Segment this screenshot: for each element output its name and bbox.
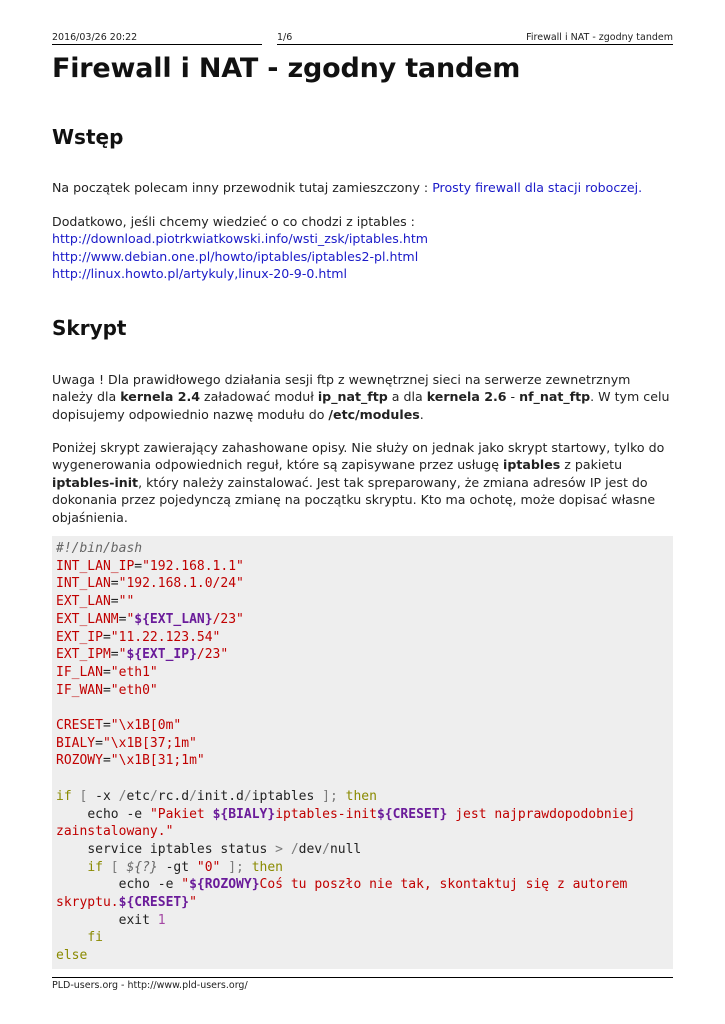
header-page-number: 1/6	[277, 32, 293, 43]
code-expansion: ${?}	[126, 859, 158, 875]
text: a dla	[387, 389, 427, 405]
code-text: service iptables status	[87, 841, 276, 857]
script-description-paragraph	[52, 439, 674, 526]
text: Uwaga ! Dla prawidłowego działania sesji ftp z wewnętrznej sieci na serwerze zewnetrznym należy dla	[52, 372, 631, 405]
code-text: exit	[118, 912, 158, 928]
code-string: "192.168.1.0/24"	[118, 576, 244, 592]
code-var-name: EXT_LANM	[56, 611, 119, 627]
text: . W tym celu dopisujemy odpowiednio nazwę modułu do	[52, 389, 670, 422]
code-string: "eth1"	[110, 664, 158, 680]
reference-link-2[interactable]: http://www.debian.one.pl/howto/iptables/iptables2-pl.html	[52, 248, 419, 264]
code-path: null	[329, 841, 362, 857]
code-expansion: ${EXT_LAN}	[134, 611, 213, 627]
code-string: /23"	[212, 611, 244, 627]
code-expansion: ${CRESET}	[118, 895, 190, 911]
code-var-name: CRESET	[56, 718, 103, 734]
bold-text: kernela 2.6	[426, 389, 507, 405]
code-string: "	[181, 877, 190, 893]
reference-link-1[interactable]: http://download.piotrkwiatkowski.info/wsti_zsk/iptables.htm	[52, 231, 429, 247]
code-var-name: IF_LAN	[56, 664, 103, 680]
code-var-name: EXT_LAN	[56, 594, 111, 610]
code-path: iptables	[251, 788, 315, 804]
code-var-name: INT_LAN	[56, 576, 111, 592]
code-string: "Pakiet	[149, 806, 213, 822]
code-keyword: then	[251, 859, 284, 875]
footer-rule	[52, 977, 673, 978]
code-string: jest najprawdopodobniej	[447, 806, 636, 822]
text: , który należy zainstalować. Jest tak spreparowany, że zmiana adresów IP jest do dokonania przez pojedynczą zmianę na początku skryptu. Kto ma ochotę, może dopisać własne objaśnienia.	[52, 474, 656, 525]
code-string: "192.168.1.1"	[142, 558, 244, 574]
header-datetime: 2016/03/26 20:22	[52, 32, 138, 43]
header-doc-title: Firewall i NAT - zgodny tandem	[526, 32, 673, 43]
code-string: "0"	[196, 859, 221, 875]
page-header	[52, 32, 673, 44]
code-expansion: ${ROZOWY}	[189, 877, 260, 893]
code-string: "\x1B[37;1m"	[102, 735, 197, 751]
text: Poniżej skrypt zawierający zahashowane opisy. Nie służy on jednak jako skrypt startowy, tylko do wygenerowania odpowiednich reguł, które są zapisywane przez usługę	[52, 440, 665, 473]
code-text: echo -e	[118, 877, 182, 893]
code-string: "\x1B[31;1m"	[110, 753, 205, 769]
intro-text: Na początek polecam inny przewodnik tutaj zamieszczony :	[52, 180, 433, 195]
bold-text: iptables	[503, 457, 561, 473]
header-rule-right	[277, 44, 673, 45]
code-text: -x	[87, 788, 119, 804]
code-var-name: IF_WAN	[56, 682, 103, 698]
code-keyword: else	[56, 948, 88, 964]
code-path: dev	[298, 841, 323, 857]
code-string: iptables-init	[275, 806, 377, 822]
code-keyword: if	[87, 859, 103, 875]
code-number: 1	[157, 912, 166, 928]
code-string: skryptu.	[56, 895, 119, 911]
code-path: etc	[126, 788, 150, 804]
page-footer: PLD-users.org - http://www.pld-users.org/	[52, 980, 248, 991]
code-string: Coś tu poszło nie tak, skontaktuj się z autorem	[259, 877, 628, 893]
code-string: "	[118, 647, 127, 663]
code-path: rc.d	[157, 788, 190, 804]
code-operator: ];	[228, 859, 244, 875]
code-operator: ];	[322, 788, 338, 804]
code-var-name: ROZOWY	[56, 753, 103, 769]
code-operator: >	[275, 841, 283, 857]
text: .	[419, 406, 424, 422]
bold-text: ip_nat_ftp	[317, 389, 388, 405]
code-var-name: INT_LAN_IP	[56, 558, 135, 574]
code-keyword: fi	[87, 930, 103, 946]
code-shebang: #!/bin/bash	[56, 541, 143, 556]
code-string: ""	[118, 594, 135, 610]
text: załadować moduł	[200, 389, 318, 405]
code-string: "eth0"	[110, 682, 158, 698]
section-heading-intro: Wstęp	[52, 125, 124, 149]
code-string: /23"	[196, 647, 229, 663]
section-heading-script: Skrypt	[52, 316, 127, 340]
code-text: -gt	[157, 859, 197, 875]
reference-link-3[interactable]: http://linux.howto.pl/artykuly,linux-20-9-0.html	[52, 266, 348, 282]
code-string: "	[126, 611, 135, 627]
bold-text: kernela 2.4	[120, 389, 201, 405]
page-title: Firewall i NAT - zgodny tandem	[52, 53, 521, 84]
workstation-firewall-link[interactable]: Prosty firewall dla stacji roboczej.	[432, 180, 643, 195]
code-var-name: EXT_IPM	[56, 647, 111, 663]
code-operator: [	[110, 859, 119, 875]
code-var-name: BIALY	[56, 735, 96, 751]
code-string: "11.22.123.54"	[110, 629, 221, 645]
code-string: zainstalowany."	[56, 824, 174, 840]
code-expansion: ${CRESET}	[376, 806, 448, 822]
code-expansion: ${BIALY}	[212, 806, 276, 822]
text: -	[506, 389, 520, 405]
code-keyword: then	[345, 788, 377, 804]
code-text: echo -e	[87, 806, 150, 822]
code-expansion: ${EXT_IP}	[126, 647, 197, 663]
bold-text: nf_nat_ftp	[519, 389, 591, 405]
header-rule-left	[52, 44, 262, 45]
intro-paragraph	[52, 179, 674, 196]
bold-text: iptables-init	[52, 474, 139, 490]
code-operator: [	[79, 788, 88, 804]
code-path: init.d	[196, 788, 244, 804]
text: z pakietu	[560, 457, 623, 473]
code-var-name: EXT_IP	[56, 629, 103, 645]
bold-text: /etc/modules	[328, 406, 420, 422]
code-string: "	[189, 895, 197, 911]
code-string: "\x1B[0m"	[110, 718, 182, 734]
warning-paragraph	[52, 371, 674, 423]
code-block: #!/bin/bash INT_LAN_IP="192.168.1.1" INT_LAN="192.168.1.0/24" EXT_LAN="" EXT_LANM="${EXT_LAN}/23" EXT_IP="11.22.123.54" EXT_IPM="${EXT_IP}/23" IF_LAN="eth1" IF_WAN="eth0" CRESET="\x1B[0m" BIALY="\x1B[37;1m" ROZOWY="\x1B[31;1m" if [ -x /etc/rc.d/init.d/iptables ]; then echo -e "Pakiet ${BIALY}iptables-init${CRESET} jest najprawdopodobniej zainstalowany." service iptables status > /dev/null if [ ${?} -gt "0" ]; then echo -e "${ROZOWY}Coś tu poszło nie tak, skontaktuj się z autorem skryptu.${CRESET}" exit 1 fi else	[52, 536, 673, 969]
code-keyword: if	[56, 788, 72, 804]
references-text: Dodatkowo, jeśli chcemy wiedzieć o co chodzi z iptables :	[52, 214, 415, 229]
references-paragraph	[52, 213, 674, 283]
